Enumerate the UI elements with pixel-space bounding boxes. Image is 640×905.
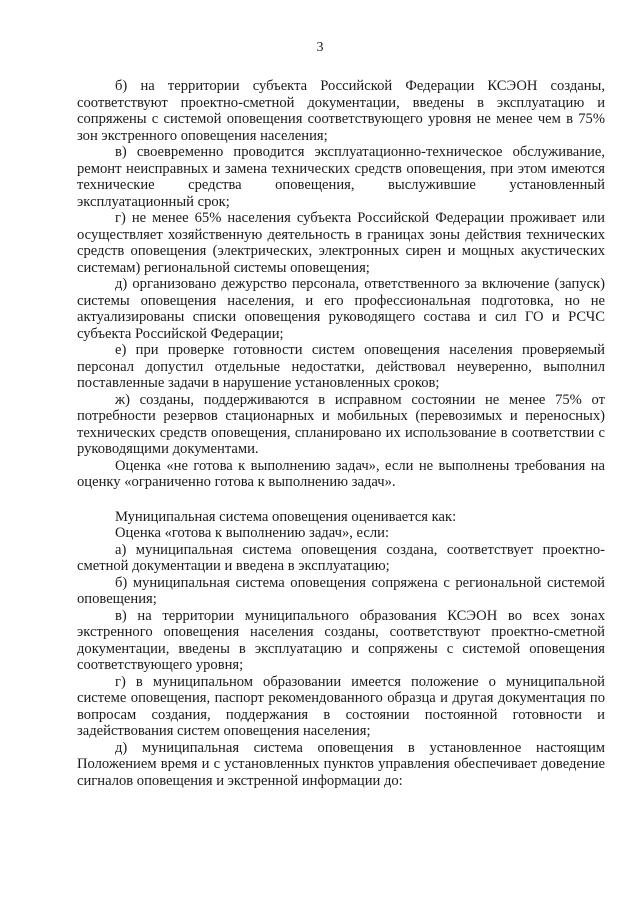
paragraph: Оценка «готова к выполнению задач», если:: [115, 525, 390, 541]
paragraph: Оценка «не готова к выполнению задач», если не выполнены требования на оценку «ограниченно готова к выполнению задач».: [77, 457, 605, 490]
paragraph: ж) созданы, поддерживаются в исправном состоянии не менее 75% от потребности резервов стационарных и мобильных (перевозимых и переносных) технических средств оповещения, спланировано их использование в соответствии с руководящими документами.: [77, 391, 605, 457]
paragraph: б) на территории субъекта Российской Федерации КСЭОН созданы, соответствуют проектно-сметной документации, введены в эксплуатацию и сопряжены с системой оповещения соответствующего уровня не менее чем в 75% зон экстренного оповещения населения;: [77, 78, 605, 144]
page-number: 3: [316, 40, 324, 55]
paragraph: д) организовано дежурство персонала, ответственного за включение (запуск) системы оповещения населения, и его профессиональная подготовка, но не актуализированы списки оповещения руководящего состава и сил ГО и РСЧС субъекта Российской Федерации;: [77, 276, 605, 342]
paragraph: д) муниципальная система оповещения в установленное настоящим Положением время и с установленных пунктов управления обеспечивает доведение сигналов оповещения и экстренной информации до:: [77, 739, 605, 789]
paragraph: а) муниципальная система оповещения создана, соответствует проектно-сметной документации и введена в эксплуатацию;: [77, 541, 605, 574]
paragraph: е) при проверке готовности систем оповещения населения проверяемый персонал допустил отдельные недостатки, действовал неуверенно, выполнил поставленные задачи в нарушение установленных сроков;: [77, 342, 605, 391]
document-body: [77, 78, 605, 789]
paragraph: в) своевременно проводится эксплуатационно-техническое обслуживание, ремонт неисправных и замена технических средств оповещения, при этом имеются технические средства оповещения, выслужившие установленный эксплуатационный срок;: [77, 144, 605, 210]
section-heading: Муниципальная система оповещения оценивается как:: [115, 508, 457, 525]
paragraph: б) муниципальная система оповещения сопряжена с региональной системой оповещения;: [77, 574, 605, 607]
paragraph: г) в муниципальном образовании имеется положение о муниципальной системе оповещения, паспорт рекомендованного образца и другая документация по вопросам создания, поддержания в состоянии постоянной готовности и задействования систем оповещения населения;: [77, 673, 605, 739]
paragraph: в) на территории муниципального образования КСЭОН во всех зонах экстренного оповещения населения созданы, соответствуют проектно-сметной документации, введены в эксплуатацию и сопряжены с системой оповещения соответствующего уровня;: [77, 607, 605, 673]
paragraph: г) не менее 65% населения субъекта Российской Федерации проживает или осуществляет хозяйственную деятельность в границах зоны действия технических средств оповещения (электрических, электронных сирен и мощных акустических системам) региональной системы оповещения;: [77, 210, 605, 276]
